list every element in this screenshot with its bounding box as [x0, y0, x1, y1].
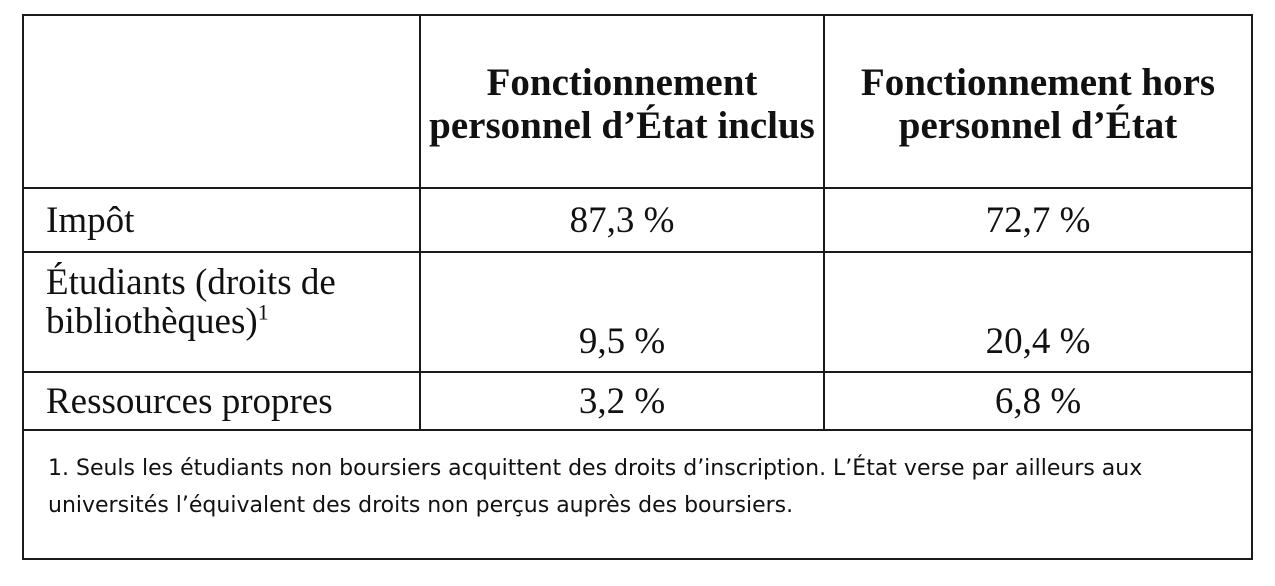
table-row: [24, 252, 1251, 372]
header-personnel-inclus: Fonctionnement personnel d’État inclus: [420, 16, 824, 188]
row-label-text: Ressources propres: [46, 380, 333, 422]
row-label: [24, 188, 420, 252]
cell-value: 87,3 %: [420, 188, 824, 252]
row-label-text: Étudiants (droits de bibliothèques): [46, 262, 336, 342]
header-hors-personnel: Fonctionnement hors personnel d’État: [824, 16, 1251, 188]
funding-table-frame: [22, 14, 1253, 560]
cell-value: 6,8 %: [824, 372, 1251, 430]
cell-value: 20,4 %: [824, 252, 1251, 372]
table-footnote: 1. Seuls les étudiants non boursiers acquittent des droits d’inscription. L’État verse par ailleurs aux universités l’équivalent des droits non perçus auprès des boursiers.: [48, 456, 1143, 518]
cell-value: 72,7 %: [824, 188, 1251, 252]
table-row: [24, 372, 1251, 430]
row-label-text: Impôt: [46, 199, 135, 241]
header-empty-cell: [24, 16, 420, 188]
row-label: [24, 252, 420, 372]
funding-table: [24, 16, 1251, 431]
cell-value: 3,2 %: [420, 372, 824, 430]
table-row: [24, 188, 1251, 252]
row-label: [24, 372, 420, 430]
footnote-mark: 1: [257, 299, 269, 325]
table-header-row: [24, 16, 1251, 188]
cell-value: 9,5 %: [420, 252, 824, 372]
